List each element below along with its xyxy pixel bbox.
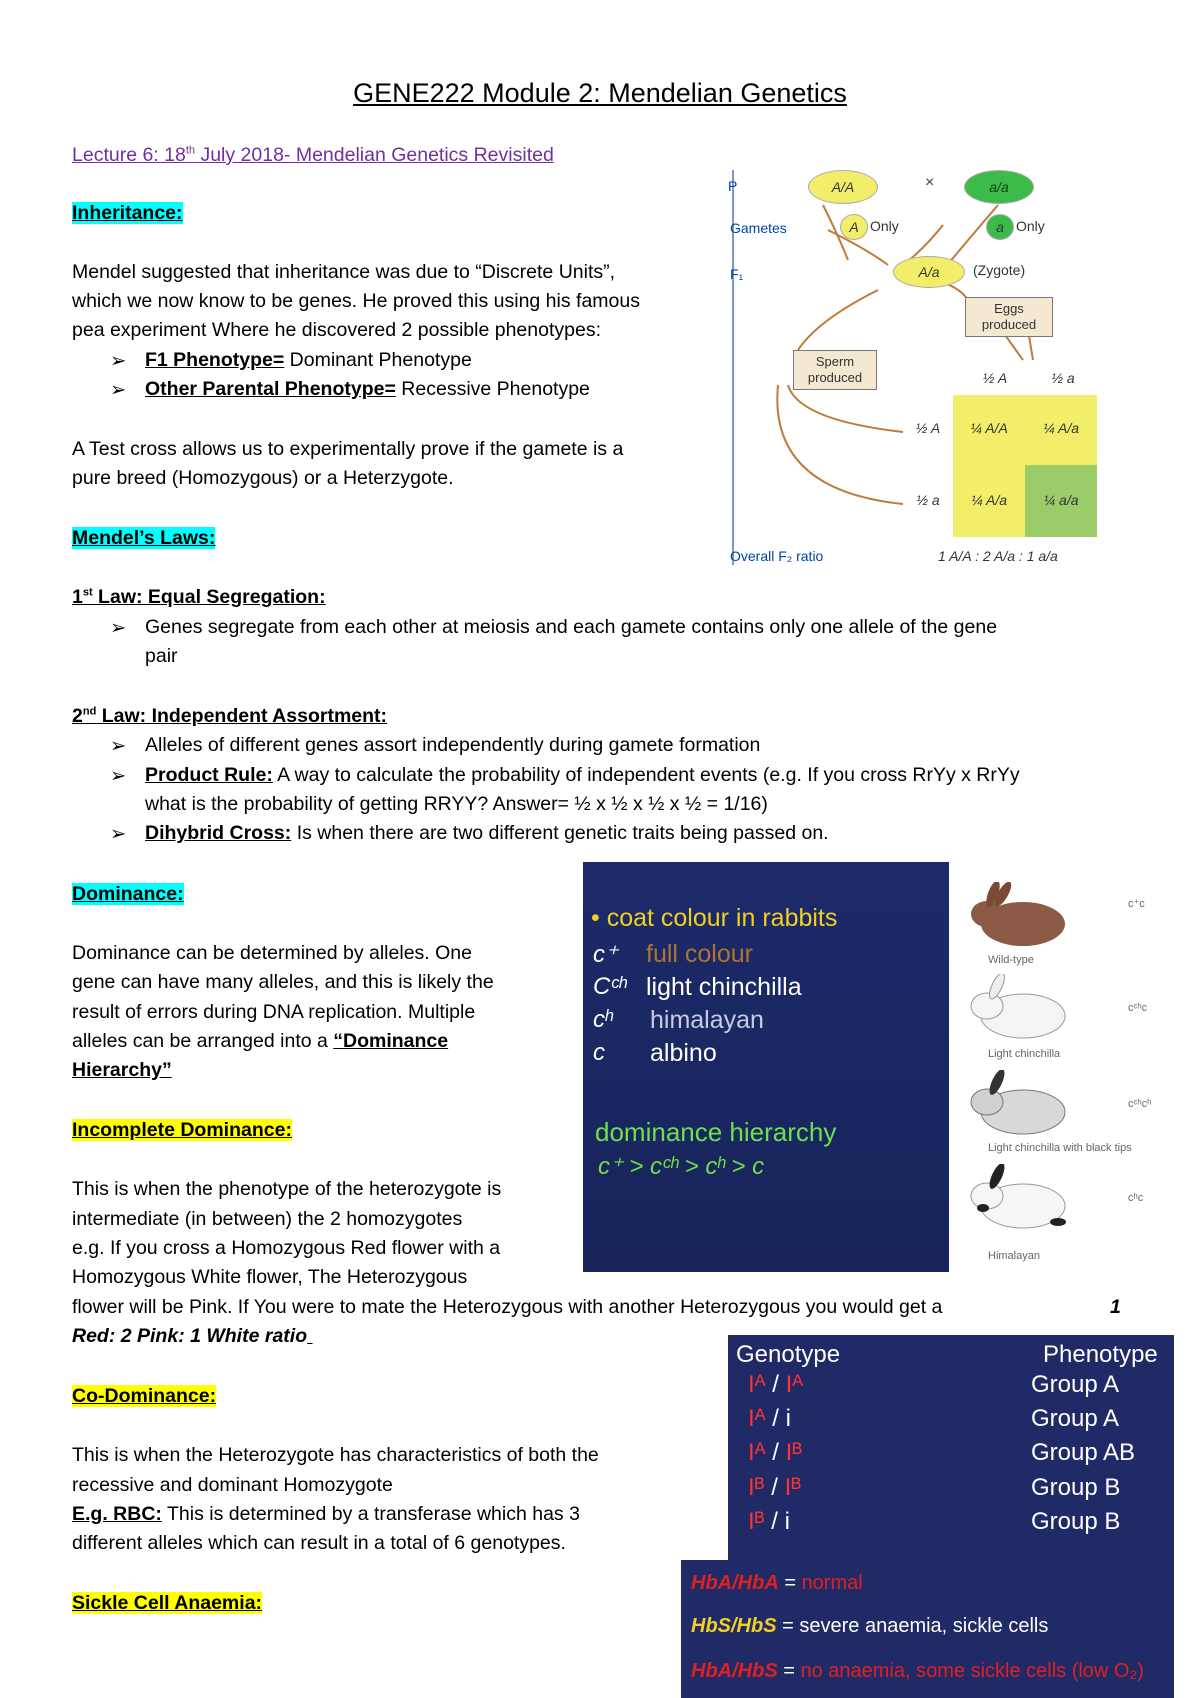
parent2-oval: a/a <box>964 170 1034 204</box>
hemoglobin-table <box>681 1560 1174 1698</box>
sperm-produced-box: Sperm produced <box>793 350 877 390</box>
gametes-label: Gametes <box>730 220 787 236</box>
chinchilla-black-tips-genotype: cᶜʰcʰ <box>1128 1098 1152 1110</box>
codominance-line-2: recessive and dominant Homozygote <box>72 1474 393 1496</box>
inheritance-line-1: Mendel suggested that inheritance was due to “Discrete Units”, <box>72 261 616 283</box>
arrow-bullet-icon: ➢ <box>110 350 127 372</box>
page-title: GENE222 Module 2: Mendelian Genetics <box>353 78 847 108</box>
incomplete-line-1: This is when the phenotype of the heterozygote is <box>72 1178 502 1200</box>
allele-symbol-3: cʰ <box>593 1006 613 1033</box>
hb-row-1: HbA/HbA = normal <box>691 1572 863 1594</box>
punnett-diagram <box>728 170 1098 570</box>
incomplete-line-3: e.g. If you cross a Homozygous Red flower with a <box>72 1237 501 1259</box>
law1-heading: 1st Law: Equal Segregation: <box>72 586 326 608</box>
incomplete-line-4: Homozygous White flower, The Heterozygous <box>72 1266 468 1288</box>
law2-heading: 2nd Law: Independent Assortment: <box>72 705 388 727</box>
rabbit-bullet: • coat colour in rabbits <box>591 904 838 932</box>
arrow-bullet-icon: ➢ <box>110 735 127 757</box>
hb-row-2: HbS/HbS = severe anaemia, sickle cells <box>691 1615 1049 1637</box>
gamete1-only: Only <box>870 218 899 234</box>
codominance-heading: Co-Dominance: <box>72 1385 217 1407</box>
hb-row-3: HbA/HbS = no anaemia, some sickle cells (low O₂) <box>691 1660 1144 1682</box>
chinchilla-black-tips-rabbit-icon <box>963 1070 1083 1140</box>
arrow-bullet-icon: ➢ <box>110 765 127 787</box>
arrow-bullet-icon: ➢ <box>110 617 127 639</box>
blood-row-2-genotype: Iᴬ / i <box>748 1405 791 1432</box>
cell-aa: ¼ a/a <box>1043 492 1079 508</box>
himalayan-label: Himalayan <box>988 1250 1040 1262</box>
blood-group-table <box>728 1335 1174 1565</box>
blood-row-1-genotype: Iᴬ / Iᴬ <box>748 1371 804 1398</box>
parent1-oval: A/A <box>808 170 878 204</box>
gamete2-only: Only <box>1016 218 1045 234</box>
allele-symbol-4: c <box>593 1039 605 1066</box>
incomplete-line-2: intermediate (in between) the 2 homozygotes <box>72 1208 463 1230</box>
cross-symbol: × <box>925 174 935 191</box>
codominance-last-line: different alleles which can result in a total of 6 genotypes. <box>72 1532 566 1554</box>
dihybrid-cross-item: Dihybrid Cross: Is when there are two different genetic traits being passed on. <box>145 822 829 844</box>
sperm-a-label: ½ a <box>916 492 940 508</box>
product-rule-line-2: what is the probability of getting RRYY? Answer= ½ x ½ x ½ x ½ = 1/16) <box>145 793 768 815</box>
law2-bullet-1: Alleles of different genes assort independently during gamete formation <box>145 734 761 756</box>
chinchilla-black-tips-label: Light chinchilla with black tips <box>988 1142 1132 1154</box>
product-rule-line-1: Product Rule: A way to calculate the probability of independent events (e.g. If you cross RrYy x RrYy <box>145 764 1020 786</box>
allele-name-2: light chinchilla <box>646 973 802 1001</box>
dominance-line-2: gene can have many alleles, and this is likely the <box>72 971 494 993</box>
rabbit-coat-slide <box>583 862 1175 1272</box>
himalayan-rabbit-icon <box>963 1164 1083 1234</box>
test-cross-line-1: A Test cross allows us to experimentally prove if the gamete is a <box>72 438 624 460</box>
p-label: P <box>728 178 738 194</box>
test-cross-line-2: pure breed (Homozygous) or a Heterzygote. <box>72 467 454 489</box>
blood-row-3-phenotype: Group AB <box>1031 1439 1136 1466</box>
incomplete-dominance-heading: Incomplete Dominance: <box>72 1119 292 1141</box>
codominance-line-1: This is when the Heterozygote has characteristics of both the <box>72 1444 599 1466</box>
allele-name-3: himalayan <box>650 1006 764 1034</box>
zygote-label: (Zygote) <box>973 262 1026 278</box>
f1-label: F₁ <box>730 266 744 282</box>
egg-A-label: ½ A <box>982 370 1008 386</box>
parental-phenotype-item: Other Parental Phenotype= Recessive Phenotype <box>145 378 590 400</box>
cell-Aa2: ¼ A/a <box>970 492 1008 508</box>
ratio-text: Red: 2 Pink: 1 White ratio <box>72 1325 308 1347</box>
wild-type-label: Wild-type <box>988 954 1034 966</box>
f1-oval: A/a <box>893 256 965 288</box>
light-chinchilla-rabbit-icon <box>963 974 1083 1044</box>
arrow-bullet-icon: ➢ <box>110 379 127 401</box>
law1-bullet-line-1: Genes segregate from each other at meiosis and each gamete contains only one allele of the gene <box>145 616 998 638</box>
egg-a-label: ½ a <box>1051 370 1075 386</box>
sperm-A-label: ½ A <box>915 420 941 436</box>
inheritance-line-3: pea experiment Where he discovered 2 possible phenotypes: <box>72 319 601 341</box>
allele-name-1: full colour <box>646 940 753 968</box>
eggs-produced-box: Eggs produced <box>965 297 1053 337</box>
blood-row-2-phenotype: Group A <box>1031 1405 1120 1432</box>
allele-name-4: albino <box>650 1039 717 1067</box>
law1-bullet-line-2: pair <box>145 645 178 667</box>
dominance-hierarchy-title: dominance hierarchy <box>595 1117 837 1147</box>
blood-row-4-genotype: Iᴮ / Iᴮ <box>748 1474 802 1501</box>
gamete2-oval: a <box>986 214 1014 240</box>
inheritance-line-2: which we now know to be genes. He proved this using his famous <box>72 290 640 312</box>
gamete1-oval: A <box>840 214 868 240</box>
incomplete-line-5: flower will be Pink. If You were to mate the Heterozygous with another Heterozygous you would get a <box>72 1296 943 1318</box>
light-chinchilla-genotype: cᶜʰc <box>1128 1002 1148 1014</box>
arrow-bullet-icon: ➢ <box>110 823 127 845</box>
dominance-line-1: Dominance can be determined by alleles. One <box>72 942 472 964</box>
inheritance-heading: Inheritance: <box>72 202 183 224</box>
ratio-start: 1 <box>1110 1296 1121 1318</box>
wild-type-rabbit-icon <box>963 882 1083 952</box>
lecture-heading: Lecture 6: 18th July 2018- Mendelian Genetics Revisited <box>72 144 554 166</box>
f1-phenotype-item: F1 Phenotype= Dominant Phenotype <box>145 349 472 371</box>
dominance-heading: Dominance: <box>72 883 184 905</box>
cell-AA: ¼ A/A <box>970 420 1008 436</box>
genotype-header: Genotype <box>736 1341 841 1368</box>
allele-symbol-2: Cᶜʰ <box>593 973 627 1000</box>
blood-row-1-phenotype: Group A <box>1031 1371 1120 1398</box>
phenotype-header: Phenotype <box>1043 1341 1158 1368</box>
overall-f2-ratio: 1 A/A : 2 A/a : 1 a/a <box>938 548 1058 564</box>
dominance-hierarchy-formula: c⁺ > cᶜʰ > cʰ > c <box>598 1153 765 1180</box>
himalayan-genotype: cʰc <box>1128 1192 1144 1204</box>
allele-symbol-1: c⁺ <box>593 941 618 968</box>
dominance-line-5: Hierarchy” <box>72 1059 172 1081</box>
codominance-eg-line: E.g. RBC: This is determined by a transferase which has 3 <box>72 1503 580 1525</box>
blood-row-5-genotype: Iᴮ / i <box>748 1508 790 1535</box>
blood-row-4-phenotype: Group B <box>1031 1474 1121 1501</box>
dominance-line-4: alleles can be arranged into a “Dominance <box>72 1030 449 1052</box>
blood-row-5-phenotype: Group B <box>1031 1508 1121 1535</box>
blood-row-3-genotype: Iᴬ / Iᴮ <box>748 1439 803 1466</box>
sickle-cell-heading: Sickle Cell Anaemia: <box>72 1592 263 1614</box>
dominance-line-3: result of errors during DNA replication. Multiple <box>72 1001 476 1023</box>
overall-f2-label: Overall F₂ ratio <box>730 548 824 564</box>
light-chinchilla-label: Light chinchilla <box>988 1048 1061 1060</box>
wild-type-genotype: c⁺c <box>1128 898 1145 910</box>
mendels-laws-heading: Mendel’s Laws: <box>72 527 216 549</box>
cell-Aa1: ¼ A/a <box>1042 420 1080 436</box>
